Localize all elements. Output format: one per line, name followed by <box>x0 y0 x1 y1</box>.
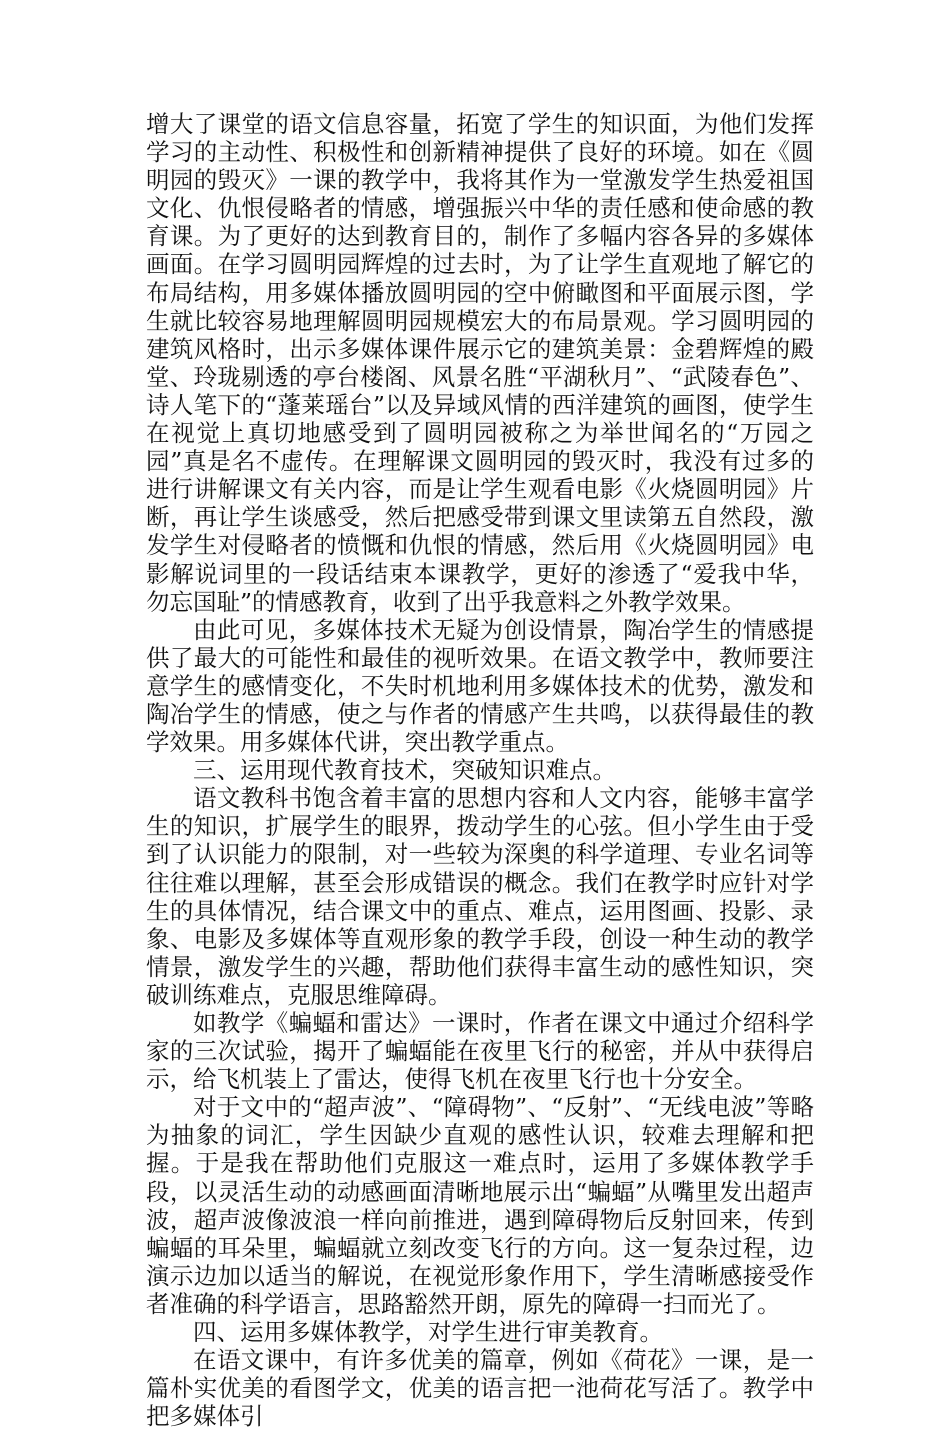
section-heading-4: 四、运用多媒体教学，对学生进行审美教育。 <box>193 1318 663 1347</box>
section-heading-3: 三、运用现代教育技术，突破知识难点。 <box>193 756 616 785</box>
paragraph-1: 增大了课堂的语文信息容量，拓宽了学生的知识面，为他们发挥学习的主动性、积极性和创新精神提供了良好的环境。如在《圆明园的毁灭》一课的教学中，我将其作为一堂激发学生热爱祖国文化、仇恨侵略者的情感，增强振兴中华的责任感和使命感的教育课。为了更好的达到教育目的，制作了多幅内容各异的多媒体画面。在学习圆明园辉煌的过去时，为了让学生直观地了解它的布局结构，用多媒体播放圆明园的空中俯瞰图和平面展示图，学生就比较容易地理解圆明园规模宏大的布局景观。学习圆明园的建筑风格时，出示多媒体课件展示它的建筑美景：金碧辉煌的殿堂、玲珑剔透的亭台楼阁、风景名胜“平湖秋月”、“武陵春色”、诗人笔下的“蓬莱瑶台”以及异域风情的西洋建筑的画图，使学生在视觉上真切地感受到了圆明园被称之为举世闻名的“万园之园”真是名不虚传。在理解课文圆明园的毁灭时，我没有过多的进行讲解课文有关内容，而是让学生观看电影《火烧圆明园》片断，再让学生谈感受，然后把感受带到课文里读第五自然段，激发学生对侵略者的愤慨和仇恨的情感，然后用《火烧圆明园》电影解说词里的一段话结束本课教学，更好的渗透了“爱我中华，勿忘国耻”的情感教育，收到了出乎我意料之外教学效果。 <box>146 110 814 616</box>
paragraph-2: 由此可见，多媒体技术无疑为创设情景，陶冶学生的情感提供了最大的可能性和最佳的视听效果。在语文教学中，教师要注意学生的感情变化，不失时机地利用多媒体技术的优势，激发和陶冶学生的情感，使之与作者的情感产生共鸣，以获得最佳的教学效果。用多媒体代讲，突出教学重点。 <box>146 615 814 757</box>
paragraph-5: 如教学《蝙蝠和雷达》一课时，作者在课文中通过介绍科学家的三次试验，揭开了蝙蝠能在夜里飞行的秘密，并从中获得启示，给飞机装上了雷达，使得飞机在夜里飞行也十分安全。 <box>146 1009 814 1094</box>
paragraph-6: 对于文中的“超声波”、“障碍物”、“反射”、“无线电波”等略为抽象的词汇，学生因缺少直观的感性认识，较难去理解和把握。于是我在帮助他们克服这一难点时，运用了多媒体教学手段，以灵活生动的动感画面清晰地展示出“蝙蝠”从嘴里发出超声波，超声波像波浪一样向前推进，遇到障碍物后反射回来，传到蝙蝠的耳朵里，蝙蝠就立刻改变飞行的方向。这一复杂过程，边演示边加以适当的解说，在视觉形象作用下，学生清晰感接受作者准确的科学语言，思路豁然开朗，原先的障碍一扫而光了。 <box>146 1093 814 1318</box>
document-body <box>146 110 814 1430</box>
paragraph-8: 在语文课中，有许多优美的篇章，例如《荷花》一课，是一篇朴实优美的看图学文，优美的语言把一池荷花写活了。教学中把多媒体引 <box>146 1346 814 1430</box>
paragraph-4: 语文教科书饱含着丰富的思想内容和人文内容，能够丰富学生的知识，扩展学生的眼界，拨动学生的心弦。但小学生由于受到了认识能力的限制，对一些较为深奥的科学道理、专业名词等往往难以理解，甚至会形成错误的概念。我们在教学时应针对学生的具体情况，结合课文中的重点、难点，运用图画、投影、录象、电影及多媒体等直观形象的教学手段，创设一种生动的教学情景，激发学生的兴趣，帮助他们获得丰富生动的感性知识，突破训练难点，克服思维障碍。 <box>146 784 814 1009</box>
